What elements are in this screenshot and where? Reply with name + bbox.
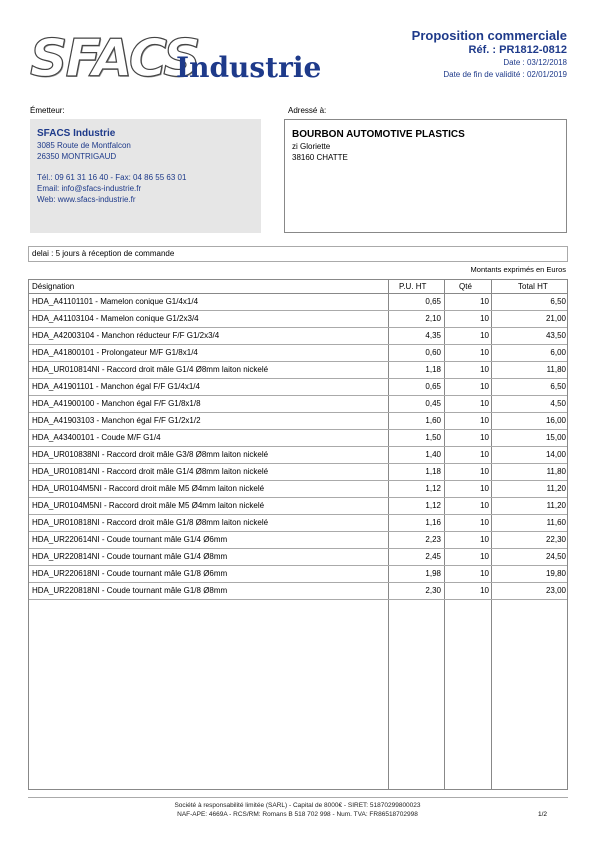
cell-unit-price: 1,60	[425, 416, 441, 425]
recipient-address-line2: 38160 CHATTE	[292, 153, 348, 162]
cell-quantity: 10	[480, 586, 489, 595]
cell-total: 22,30	[545, 535, 566, 544]
header-designation: Désignation	[32, 282, 75, 291]
cell-quantity: 10	[480, 484, 489, 493]
document-header	[412, 28, 567, 81]
cell-designation: HDA_A41903103 - Manchon égal F/F G1/2x1/2	[32, 416, 201, 425]
footer-divider	[28, 797, 568, 798]
company-logo	[30, 29, 322, 89]
cell-quantity: 10	[480, 382, 489, 391]
cell-unit-price: 1,40	[425, 450, 441, 459]
cell-unit-price: 1,18	[425, 467, 441, 476]
cell-unit-price: 0,60	[425, 348, 441, 357]
cell-total: 14,00	[545, 450, 566, 459]
cell-designation: HDA_UR220614NI - Coude tournant mâle G1/4 Ø6mm	[32, 535, 228, 544]
sender-website: Web: www.sfacs-industrie.fr	[37, 195, 136, 204]
cell-unit-price: 4,35	[425, 331, 441, 340]
cell-quantity: 10	[480, 297, 489, 306]
cell-total: 15,00	[545, 433, 566, 442]
cell-designation: HDA_A41901101 - Manchon égal F/F G1/4x1/4	[32, 382, 200, 391]
cell-quantity: 10	[480, 518, 489, 527]
table-row	[29, 430, 567, 447]
table-row	[29, 294, 567, 311]
cell-unit-price: 1,16	[425, 518, 441, 527]
table-row	[29, 345, 567, 362]
cell-total: 23,00	[545, 586, 566, 595]
table-row	[29, 532, 567, 549]
cell-total: 19,80	[545, 569, 566, 578]
cell-total: 4,50	[550, 399, 566, 408]
cell-designation: HDA_UR010838NI - Raccord droit mâle G3/8 Ø8mm laiton nickelé	[32, 450, 269, 459]
sender-phone: Tél.: 09 61 31 16 40 - Fax: 04 86 55 63 01	[37, 173, 187, 182]
cell-unit-price: 1,50	[425, 433, 441, 442]
footer-line2: NAF-APE: 4669A - RCS/RM: Romans B 518 702 998 - Num. TVA: FR86518702998	[177, 811, 418, 818]
cell-unit-price: 0,45	[425, 399, 441, 408]
sender-email: Email: info@sfacs-industrie.fr	[37, 184, 142, 193]
logo-sfacs-text: SFACS	[30, 29, 199, 89]
cell-quantity: 10	[480, 552, 489, 561]
table-row	[29, 549, 567, 566]
cell-designation: HDA_UR010814NI - Raccord droit mâle G1/4 Ø8mm laiton nickelé	[32, 467, 269, 476]
logo-industrie-text: Industrie	[176, 51, 322, 84]
table-row	[29, 515, 567, 532]
cell-unit-price: 2,45	[425, 552, 441, 561]
table-row	[29, 328, 567, 345]
table-row	[29, 481, 567, 498]
recipient-address-line1: zi Gloriette	[292, 142, 331, 151]
footer-line1: Société à responsabilité limitée (SARL) - Capital de 8000€ - SIRET: 51870299800023	[174, 802, 421, 809]
cell-total: 6,00	[550, 348, 566, 357]
cell-total: 24,50	[545, 552, 566, 561]
cell-unit-price: 1,12	[425, 501, 441, 510]
cell-quantity: 10	[480, 467, 489, 476]
recipient-name: BOURBON AUTOMOTIVE PLASTICS	[292, 129, 465, 140]
document-title: Proposition commerciale	[411, 28, 567, 43]
validity-date: Date de fin de validité : 02/01/2019	[443, 70, 567, 79]
cell-quantity: 10	[480, 569, 489, 578]
cell-unit-price: 0,65	[425, 382, 441, 391]
cell-designation: HDA_UR010814NI - Raccord droit mâle G1/4 Ø8mm laiton nickelé	[32, 365, 269, 374]
cell-total: 11,20	[546, 484, 566, 493]
cell-designation: HDA_A41900100 - Manchon égal F/F G1/8x1/8	[32, 399, 201, 408]
cell-quantity: 10	[480, 501, 489, 510]
table-row	[29, 396, 567, 413]
cell-designation: HDA_A42003104 - Manchon réducteur F/F G1/2x3/4	[32, 331, 220, 340]
cell-unit-price: 1,12	[425, 484, 441, 493]
table-row	[29, 311, 567, 328]
document-date: Date : 03/12/2018	[503, 58, 567, 67]
cell-quantity: 10	[480, 399, 489, 408]
cell-total: 11,80	[546, 365, 566, 374]
cell-designation: HDA_UR0104M5NI - Raccord droit mâle M5 Ø4mm laiton nickelé	[32, 484, 265, 493]
cell-unit-price: 2,30	[425, 586, 441, 595]
page-number: 1/2	[537, 811, 547, 818]
header-unit-price: P.U. HT	[399, 282, 427, 291]
cell-total: 11,60	[546, 518, 566, 527]
cell-quantity: 10	[480, 450, 489, 459]
cell-unit-price: 2,10	[425, 314, 441, 323]
cell-quantity: 10	[480, 314, 489, 323]
sender-name: SFACS Industrie	[37, 128, 116, 139]
table-row	[29, 498, 567, 515]
sender-address-line2: 26350 MONTRIGAUD	[37, 152, 117, 161]
cell-quantity: 10	[480, 365, 489, 374]
sender-box	[30, 119, 261, 233]
cell-designation: HDA_A41800101 - Prolongateur M/F G1/8x1/4	[32, 348, 198, 357]
cell-quantity: 10	[480, 416, 489, 425]
legal-footer	[0, 801, 595, 819]
sender-label: Émetteur:	[30, 106, 65, 115]
cell-total: 21,00	[545, 314, 566, 323]
cell-unit-price: 1,98	[425, 569, 441, 578]
delivery-delay: delai : 5 jours à réception de commande	[28, 246, 568, 262]
table-row	[29, 464, 567, 481]
cell-designation: HDA_UR0104M5NI - Raccord droit mâle M5 Ø4mm laiton nickelé	[32, 501, 265, 510]
cell-unit-price: 0,65	[425, 297, 441, 306]
table-row	[29, 362, 567, 379]
cell-quantity: 10	[480, 331, 489, 340]
cell-unit-price: 1,18	[425, 365, 441, 374]
cell-quantity: 10	[480, 535, 489, 544]
table-row	[29, 413, 567, 430]
header-total: Total HT	[518, 282, 548, 291]
table-row	[29, 566, 567, 583]
recipient-box	[284, 119, 567, 233]
cell-total: 16,00	[545, 416, 566, 425]
table-row	[29, 447, 567, 464]
cell-total: 6,50	[550, 297, 566, 306]
cell-total: 43,50	[545, 331, 566, 340]
cell-designation: HDA_UR010818NI - Raccord droit mâle G1/8 Ø8mm laiton nickelé	[32, 518, 269, 527]
cell-total: 11,20	[546, 501, 566, 510]
cell-designation: HDA_A43400101 - Coude M/F G1/4	[32, 433, 161, 442]
cell-total: 11,80	[546, 467, 566, 476]
cell-designation: HDA_UR220618NI - Coude tournant mâle G1/8 Ø6mm	[32, 569, 228, 578]
cell-quantity: 10	[480, 433, 489, 442]
sender-address-line1: 3085 Route de Montfalcon	[37, 141, 131, 150]
cell-designation: HDA_A41101101 - Mamelon conique G1/4x1/4	[32, 297, 199, 306]
cell-total: 6,50	[550, 382, 566, 391]
header-quantity: Qté	[459, 282, 472, 291]
table-row	[29, 379, 567, 396]
table-row	[29, 583, 567, 600]
cell-designation: HDA_UR220818NI - Coude tournant mâle G1/8 Ø8mm	[32, 586, 228, 595]
table-header	[29, 280, 567, 294]
document-reference: Réf. : PR1812-0812	[468, 44, 567, 56]
cell-designation: HDA_A41103104 - Mamelon conique G1/2x3/4	[32, 314, 199, 323]
cell-unit-price: 2,23	[425, 535, 441, 544]
recipient-label: Adressé à:	[288, 106, 327, 115]
cell-quantity: 10	[480, 348, 489, 357]
items-table	[28, 279, 568, 790]
cell-designation: HDA_UR220814NI - Coude tournant mâle G1/4 Ø8mm	[32, 552, 228, 561]
currency-note: Montants exprimés en Euros	[470, 265, 566, 274]
